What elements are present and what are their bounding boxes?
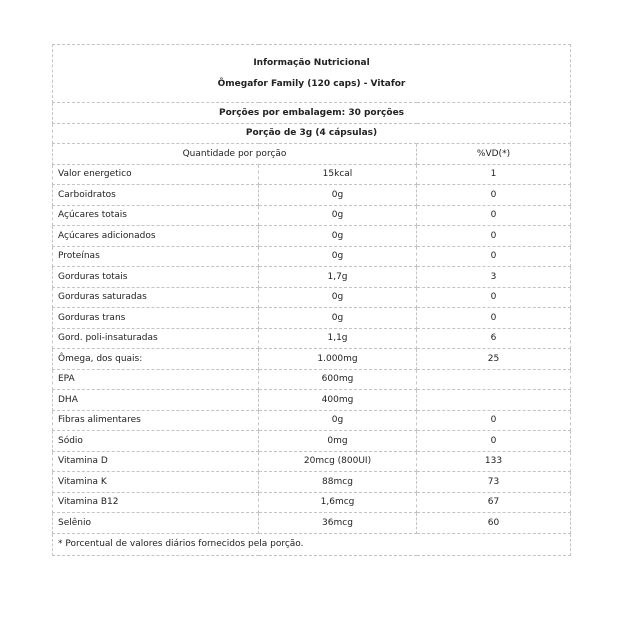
nutrient-name: DHA bbox=[53, 390, 259, 411]
nutrient-amount: 0mg bbox=[259, 431, 417, 452]
nutrient-amount: 1,1g bbox=[259, 328, 417, 349]
nutrient-amount: 600mg bbox=[259, 369, 417, 390]
nutrient-name: Selênio bbox=[53, 513, 259, 534]
nutrient-dv: 0 bbox=[417, 226, 571, 247]
nutrient-name: Valor energetico bbox=[53, 164, 259, 185]
table-row bbox=[53, 513, 571, 534]
nutrient-name: Fibras alimentares bbox=[53, 410, 259, 431]
nutrient-amount: 20mcg (800UI) bbox=[259, 451, 417, 472]
table-row bbox=[53, 185, 571, 206]
table-row bbox=[53, 390, 571, 411]
nutrient-name: Ômega, dos quais: bbox=[53, 349, 259, 370]
nutrient-amount: 400mg bbox=[259, 390, 417, 411]
nutrient-dv: 60 bbox=[417, 513, 571, 534]
nutrient-amount: 0g bbox=[259, 205, 417, 226]
product-name: Ômegafor Family (120 caps) - Vitafor bbox=[217, 79, 406, 89]
footnote: * Porcentual de valores diários fornecidos pela porção. bbox=[53, 533, 571, 555]
nutrient-amount: 88mcg bbox=[259, 472, 417, 493]
table-row bbox=[53, 410, 571, 431]
table-row bbox=[53, 246, 571, 267]
header-quantity: Quantidade por porção bbox=[53, 144, 417, 165]
serving-size: Porção de 3g (4 cápsulas) bbox=[53, 123, 571, 144]
table-row bbox=[53, 431, 571, 452]
header-dv: %VD(*) bbox=[417, 144, 571, 165]
nutrient-amount: 15kcal bbox=[259, 164, 417, 185]
nutrient-name: Vitamina K bbox=[53, 472, 259, 493]
nutrient-dv: 25 bbox=[417, 349, 571, 370]
nutrient-name: Carboidratos bbox=[53, 185, 259, 206]
nutrient-name: EPA bbox=[53, 369, 259, 390]
table-row bbox=[53, 492, 571, 513]
table-title: Informação Nutricional bbox=[253, 58, 370, 68]
nutrient-amount: 0g bbox=[259, 410, 417, 431]
nutrient-dv: 0 bbox=[417, 410, 571, 431]
servings-per-package: Porções por embalagem: 30 porções bbox=[53, 103, 571, 124]
nutrient-name: Gorduras saturadas bbox=[53, 287, 259, 308]
nutrient-dv: 67 bbox=[417, 492, 571, 513]
nutrient-amount: 0g bbox=[259, 308, 417, 329]
nutrient-amount: 0g bbox=[259, 226, 417, 247]
table-row bbox=[53, 287, 571, 308]
nutrient-dv: 3 bbox=[417, 267, 571, 288]
nutrient-name: Vitamina B12 bbox=[53, 492, 259, 513]
nutrient-name: Gord. poli-insaturadas bbox=[53, 328, 259, 349]
table-row bbox=[53, 308, 571, 329]
nutrient-amount: 1,7g bbox=[259, 267, 417, 288]
nutrient-name: Açúcares totais bbox=[53, 205, 259, 226]
table-row bbox=[53, 472, 571, 493]
table-row bbox=[53, 267, 571, 288]
table-row bbox=[53, 369, 571, 390]
nutrient-dv: 0 bbox=[417, 246, 571, 267]
nutrient-name: Sódio bbox=[53, 431, 259, 452]
nutrient-dv: 0 bbox=[417, 308, 571, 329]
nutrient-dv: 0 bbox=[417, 185, 571, 206]
nutrient-amount: 1.000mg bbox=[259, 349, 417, 370]
nutrient-dv: 6 bbox=[417, 328, 571, 349]
nutrient-amount: 0g bbox=[259, 246, 417, 267]
nutrient-amount: 1,6mcg bbox=[259, 492, 417, 513]
nutrient-dv: 0 bbox=[417, 287, 571, 308]
nutrient-dv bbox=[417, 369, 571, 390]
table-row bbox=[53, 226, 571, 247]
nutrient-dv: 0 bbox=[417, 431, 571, 452]
nutrition-facts-table bbox=[52, 44, 571, 556]
table-row bbox=[53, 164, 571, 185]
table-row bbox=[53, 349, 571, 370]
nutrient-dv bbox=[417, 390, 571, 411]
nutrient-name: Açúcares adicionados bbox=[53, 226, 259, 247]
nutrient-name: Gorduras trans bbox=[53, 308, 259, 329]
nutrient-amount: 0g bbox=[259, 185, 417, 206]
table-title-cell bbox=[53, 45, 571, 103]
nutrient-name: Gorduras totais bbox=[53, 267, 259, 288]
nutrient-dv: 0 bbox=[417, 205, 571, 226]
nutrient-dv: 1 bbox=[417, 164, 571, 185]
nutrient-name: Proteínas bbox=[53, 246, 259, 267]
table-row bbox=[53, 205, 571, 226]
table-row bbox=[53, 328, 571, 349]
table-row bbox=[53, 451, 571, 472]
column-header-row bbox=[53, 144, 571, 165]
nutrient-dv: 133 bbox=[417, 451, 571, 472]
nutrient-name: Vitamina D bbox=[53, 451, 259, 472]
nutrient-amount: 36mcg bbox=[259, 513, 417, 534]
nutrient-amount: 0g bbox=[259, 287, 417, 308]
nutrient-dv: 73 bbox=[417, 472, 571, 493]
